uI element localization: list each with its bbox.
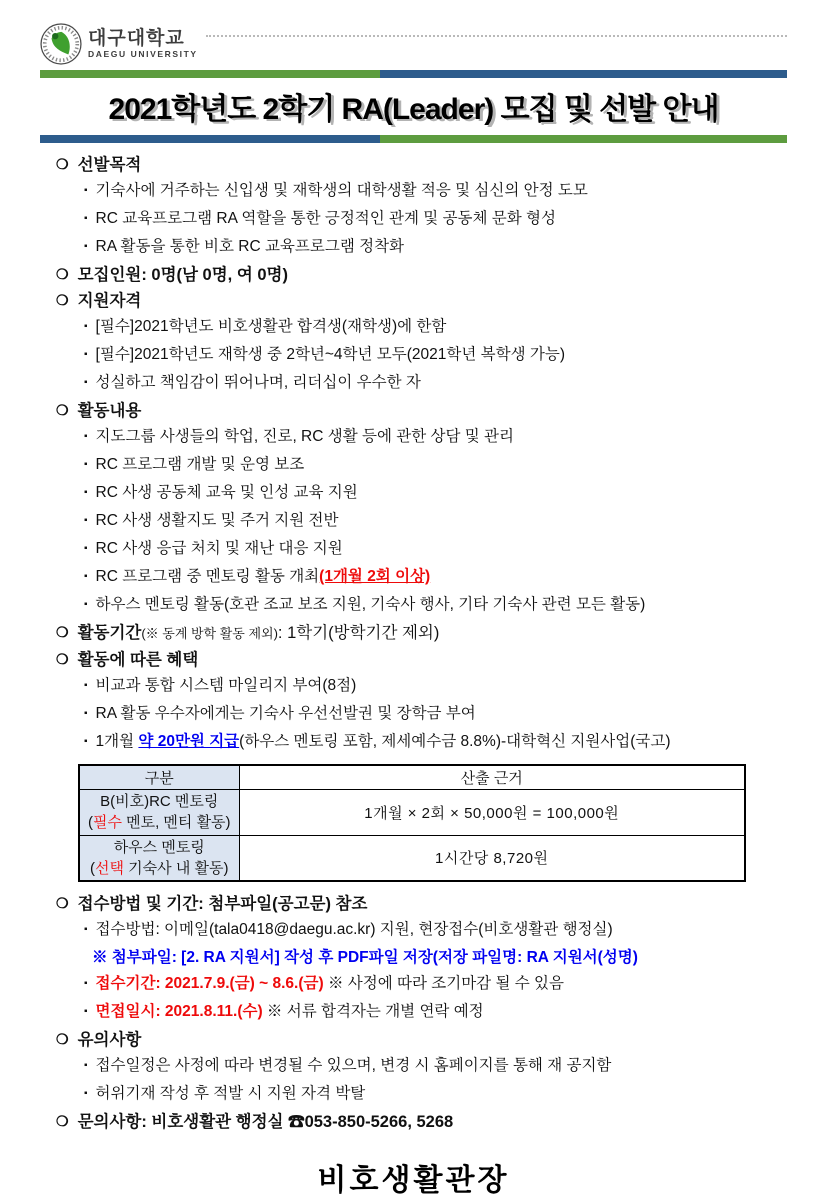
item-text	[96, 917, 613, 943]
university-name-english: DAEGU UNIVERSITY	[88, 49, 198, 59]
square-bullet-icon: ▪	[84, 459, 88, 470]
text-segment: (1개월 2회 이상)	[319, 568, 431, 585]
item-text	[96, 508, 339, 534]
text-segment: 접수기간: 2021.7.9.(금) ~ 8.6.(금)	[95, 975, 324, 992]
heading-text	[78, 398, 142, 424]
text-segment: 성실하고 책임감이 뛰어나며, 리더십이 우수한 자	[95, 374, 421, 391]
bullet-item	[40, 701, 787, 729]
heading-text	[78, 647, 199, 673]
text-segment: 면접일시: 2021.8.11.(수)	[95, 1003, 263, 1020]
university-name-block	[88, 29, 198, 59]
bullet-item	[40, 424, 787, 452]
bullet-item	[40, 206, 787, 234]
circle-bullet-icon: ❍	[56, 624, 69, 640]
section-heading	[40, 647, 787, 673]
heading-text	[78, 1109, 454, 1135]
text-segment: 지원자격	[77, 292, 142, 310]
item-text	[96, 480, 358, 506]
square-bullet-icon: ▪	[84, 185, 88, 196]
circle-bullet-icon: ❍	[56, 402, 69, 418]
text-segment: 선발목적	[77, 156, 142, 174]
text-segment: [필수]2021학년도 비호생활관 합격생(재학생)에 한함	[95, 318, 447, 335]
square-bullet-icon: ▪	[84, 431, 88, 442]
text-segment: (※ 동계 방학 활동 제외)	[141, 626, 278, 641]
text-segment: B(비호)RC 멘토링	[100, 793, 219, 810]
text-segment: 접수일정은 사정에 따라 변경될 수 있으며, 변경 시 홈페이지를 통해 재 공지함	[95, 1057, 612, 1074]
category-line	[80, 812, 239, 833]
square-bullet-icon: ▪	[84, 1006, 88, 1017]
heading-text	[78, 891, 368, 917]
item-text	[96, 452, 305, 478]
heading-text	[78, 620, 440, 647]
square-bullet-icon: ▪	[84, 377, 88, 388]
banner-bar-top	[40, 70, 787, 78]
bullet-item	[40, 592, 787, 620]
item-text	[96, 999, 484, 1025]
text-segment: [필수]2021학년도 재학생 중 2학년~4학년 모두(2021학년 복학생 가능)	[95, 346, 565, 363]
item-text	[96, 370, 421, 396]
bullet-item	[40, 452, 787, 480]
green-bar-segment	[380, 135, 787, 143]
banner-bar-bottom	[40, 135, 787, 143]
heading-text	[78, 152, 142, 178]
bullet-item	[40, 1053, 787, 1081]
text-segment: 비교과 통합 시스템 마일리지 부여(8점)	[95, 677, 357, 694]
text-segment: RC 교육프로그램 RA 역할을 통한 긍정적인 관계 및 공동체 문화 형성	[95, 210, 557, 227]
item-text	[96, 234, 404, 260]
heading-text	[78, 1027, 142, 1053]
text-segment: RC 프로그램 개발 및 운영 보조	[95, 456, 305, 473]
sections-lower	[40, 891, 787, 1135]
bullet-item	[40, 508, 787, 536]
bullet-item	[40, 314, 787, 342]
text-segment: 1개월	[95, 733, 139, 750]
item-text	[96, 424, 514, 450]
text-segment: 모집인원: 0명(남 0명, 여 0명)	[77, 266, 288, 284]
bullet-item	[40, 971, 787, 999]
circle-bullet-icon: ❍	[56, 1113, 69, 1129]
item-text	[96, 342, 565, 368]
section-heading	[40, 891, 787, 917]
text-segment: (하우스 멘토링 포함, 제세예수금 8.8%)-대학혁신 지원사업(국고)	[239, 733, 671, 750]
university-name-korean: 대구대학교	[88, 28, 185, 49]
item-text	[96, 701, 476, 727]
signature-title: 비호생활관장	[317, 1164, 510, 1197]
bullet-item	[40, 999, 787, 1027]
square-bullet-icon: ▪	[84, 599, 88, 610]
text-segment: 지도그룹 사생들의 학업, 진로, RC 생활 등에 관한 상담 및 관리	[95, 428, 514, 445]
bullet-item	[40, 564, 787, 592]
text-segment: RC 사생 공동체 교육 및 인성 교육 지원	[95, 484, 358, 501]
table-row	[79, 789, 745, 835]
item-text	[96, 592, 646, 618]
bullet-item	[40, 729, 787, 757]
text-segment: RC 프로그램 중 멘토링 활동 개최	[95, 568, 320, 585]
blue-bar-segment	[380, 70, 787, 78]
square-bullet-icon: ▪	[84, 241, 88, 252]
table-row	[79, 835, 745, 881]
item-text	[96, 206, 556, 232]
circle-bullet-icon: ❍	[56, 895, 69, 911]
section-heading	[40, 620, 787, 647]
item-text	[96, 314, 447, 340]
item-text	[96, 564, 431, 590]
circle-bullet-icon: ❍	[56, 1031, 69, 1047]
table-header-row	[79, 765, 745, 789]
square-bullet-icon: ▪	[84, 543, 88, 554]
text-segment: 문의사항: 비호생활관 행정실 ☎053-850-5266, 5268	[77, 1113, 454, 1131]
text-segment: ※ 첨부파일: [2. RA 지원서] 작성 후 PDF파일 저장(저장 파일명: RA 지원서(성명)	[92, 949, 638, 966]
square-bullet-icon: ▪	[84, 736, 88, 747]
item-text	[96, 178, 588, 204]
section-heading	[40, 1027, 787, 1053]
page-title: 2021학년도 2학기 RA(Leader) 모집 및 선발 안내	[108, 93, 719, 126]
circle-bullet-icon: ❍	[56, 266, 69, 282]
bullet-item	[40, 342, 787, 370]
text-segment: (	[87, 814, 93, 831]
text-segment: 활동내용	[77, 402, 142, 420]
university-header	[40, 22, 787, 66]
square-bullet-icon: ▪	[84, 349, 88, 360]
university-logo-icon	[40, 23, 82, 65]
item-text	[96, 729, 671, 755]
section-heading	[40, 398, 787, 424]
text-segment: 접수방법 및 기간: 첨부파일(공고문) 참조	[77, 895, 368, 913]
square-bullet-icon: ▪	[84, 515, 88, 526]
text-segment: : 1학기(방학기간 제외)	[277, 624, 440, 642]
mentoring-pay-table	[78, 764, 746, 882]
text-segment: RC 사생 생활지도 및 주거 지원 전반	[95, 512, 339, 529]
text-segment: 멘토, 멘티 활동)	[121, 814, 231, 831]
category-cell	[79, 835, 239, 881]
text-segment: 활동에 따른 혜택	[77, 651, 199, 669]
square-bullet-icon: ▪	[84, 213, 88, 224]
text-segment: 기숙사 내 활동)	[124, 859, 229, 877]
circle-bullet-icon: ❍	[56, 292, 69, 308]
circle-bullet-icon: ❍	[56, 156, 69, 172]
text-segment: RA 활동을 통한 비호 RC 교육프로그램 정착화	[95, 238, 405, 255]
circle-bullet-icon: ❍	[56, 651, 69, 667]
basis-cell: 1시간당 8,720원	[239, 835, 745, 881]
item-text	[96, 971, 564, 997]
section-heading	[40, 1109, 787, 1135]
section-heading	[40, 288, 787, 314]
square-bullet-icon: ▪	[84, 924, 88, 935]
square-bullet-icon: ▪	[84, 708, 88, 719]
bullet-item	[40, 370, 787, 398]
text-segment: ※ 사정에 따라 조기마감 될 수 있음	[323, 975, 564, 992]
basis-cell: 1개월 × 2회 × 50,000원 = 100,000원	[239, 789, 745, 835]
square-bullet-icon: ▪	[84, 321, 88, 332]
document-body	[40, 152, 787, 1135]
category-line	[80, 837, 239, 858]
text-segment: RA 활동 우수자에게는 기숙사 우선선발권 및 장학금 부여	[95, 705, 476, 722]
bullet-item	[40, 673, 787, 701]
text-segment: ※ 서류 합격자는 개별 연락 예정	[262, 1003, 484, 1020]
text-segment: 하우스 멘토링	[113, 838, 205, 856]
text-segment: 약 20만원 지급	[138, 733, 240, 750]
text-segment: 접수방법: 이메일(tala0418@daegu.ac.kr) 지원, 현장접수(비호생활관 행정실)	[95, 921, 613, 938]
item-text	[96, 1053, 612, 1079]
square-bullet-icon: ▪	[84, 1088, 88, 1099]
green-bar-segment	[40, 70, 380, 78]
section-heading	[40, 152, 787, 178]
blue-bar-segment	[40, 135, 380, 143]
bullet-item	[40, 1081, 787, 1109]
note-line	[40, 945, 787, 971]
text-segment: 유의사항	[77, 1031, 142, 1049]
text-segment: 선택	[95, 859, 125, 877]
bullet-item	[40, 480, 787, 508]
square-bullet-icon: ▪	[84, 978, 88, 989]
square-bullet-icon: ▪	[84, 571, 88, 582]
square-bullet-icon: ▪	[84, 487, 88, 498]
table-header-basis: 산출 근거	[239, 765, 745, 789]
text-segment: 하우스 멘토링 활동(호관 조교 보조 지원, 기숙사 행사, 기타 기숙사 관련 모든 활동)	[95, 596, 646, 613]
item-text	[96, 1081, 366, 1107]
category-cell	[79, 789, 239, 835]
text-segment: 필수	[92, 814, 122, 831]
category-line	[80, 858, 239, 879]
item-text	[96, 673, 357, 699]
square-bullet-icon: ▪	[84, 1060, 88, 1071]
bullet-item	[40, 178, 787, 206]
title-banner	[40, 70, 787, 143]
header-dotted-rule	[206, 35, 787, 37]
item-text	[96, 536, 343, 562]
item-text	[92, 945, 638, 971]
table-header-category: 구분	[79, 765, 239, 789]
text-segment: 활동기간	[77, 624, 142, 642]
sections-upper	[40, 152, 787, 757]
text-segment: 기숙사에 거주하는 신입생 및 재학생의 대학생활 적응 및 심신의 안정 도모	[95, 182, 588, 199]
section-heading	[40, 262, 787, 288]
text-segment: 허위기재 작성 후 적발 시 지원 자격 박탈	[95, 1085, 366, 1102]
heading-text	[78, 288, 142, 314]
text-segment: RC 사생 응급 처치 및 재난 대응 지원	[95, 540, 343, 557]
heading-text	[78, 262, 288, 288]
bullet-item	[40, 917, 787, 945]
square-bullet-icon: ▪	[84, 680, 88, 691]
bullet-item	[40, 536, 787, 564]
category-line	[80, 791, 239, 812]
text-segment: (	[90, 859, 96, 877]
bullet-item	[40, 234, 787, 262]
